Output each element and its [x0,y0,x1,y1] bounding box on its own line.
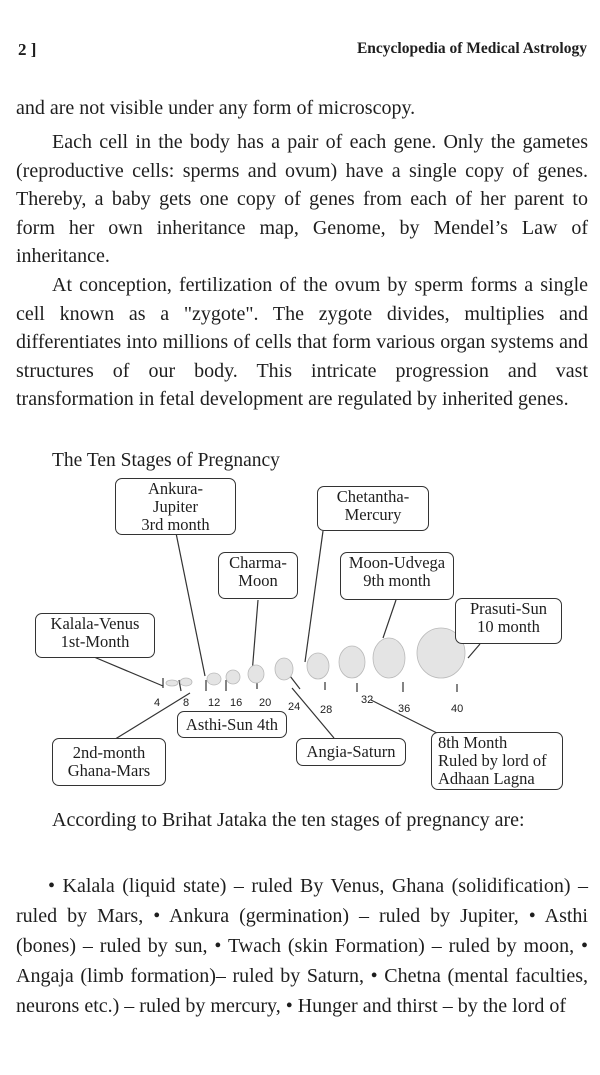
label-line: Ruled by lord of [438,751,547,770]
label-line: Charma- [229,553,287,572]
leader-line [468,644,480,658]
label-line: 1st-Month [60,632,130,651]
paragraph: • Kalala (liquid state) – ruled By Venus, Ghana (solidification) – ruled by Mars, • Ankura (germination) – ruled by Jupiter, • Asthi (bones) – ruled by sun, • Twach (skin Formation) – ruled by moon, • Angaja (limb formation)– ruled by Saturn, • Chetna (mental faculties, neurons etc.) – ruled by mercury, • Hunger and thirst – by the lord of [16,875,588,1017]
pregnancy-stages-diagram [0,470,600,800]
label-asthi-sun [177,711,287,738]
fetus-stage-icon [275,658,293,680]
label-line: Ankura- [148,479,203,498]
fetus-stage-icon [166,680,178,686]
fetus-stage-icon [180,678,192,686]
page-header [18,40,587,66]
fetus-stage-icon [307,653,329,679]
label-chetantha-mercury [317,486,429,531]
leader-line [176,533,205,676]
label-moon-udvega [340,552,454,600]
leader-line [383,600,396,638]
label-angia-saturn [296,738,406,766]
week-tick-label: 24 [288,701,301,713]
fetus-illustrations [166,628,465,686]
label-prasuti-sun [455,598,562,644]
label-line: 3rd month [141,515,210,534]
label-line: 8th Month [438,733,508,752]
leader-line [94,657,163,686]
label-line: Chetantha- [336,487,410,506]
week-tick-label: 32 [361,694,374,706]
fetus-stage-icon [226,670,240,684]
label-line: Prasuti-Sun [469,599,547,618]
label-line: Jupiter [153,497,198,516]
label-line: Ghana-Mars [67,761,151,780]
label-line: Angia-Saturn [306,742,396,761]
week-tick-label: 20 [259,697,272,709]
leader-line [305,531,323,662]
week-tick-label: 12 [208,697,221,709]
fetus-stage-icon [339,646,365,678]
label-line: Moon-Udvega [348,553,446,572]
paragraph: and are not visible under any form of microscopy. [16,97,416,119]
fetus-stage-icon [207,673,221,685]
page-number: 2 ] [18,40,37,59]
label-kalala-venus [35,613,155,658]
label-ghana-mars [52,738,166,786]
week-tick-label: 16 [230,697,243,709]
label-line: Mercury [344,505,402,524]
week-tick-label: 4 [154,697,161,709]
label-line: 2nd-month [72,743,146,762]
label-line: 10 month [477,617,540,636]
label-charma-moon [218,552,298,599]
fetus-stage-icon [373,638,405,678]
figure-caption: The Ten Stages of Pregnancy [52,450,280,471]
paragraph: According to Brihat Jataka the ten stages of pregnancy are: [52,809,525,831]
paragraph: At conception, fertilization of the ovum by sperm forms a single cell known as a "zygote". The zygote divides, multiplies and differentiates into millions of cells that form various organ systems and structures of our body. This intricate progression and vast transformation in fetal development are regulated by inherited genes. [16,274,588,411]
week-tick-label: 28 [320,704,333,716]
label-eighth-month [431,732,563,790]
paragraph: Each cell in the body has a pair of each gene. Only the gametes (reproductive cells: sperms and ovum) have a single copy of genes. Thereby, a baby gets one copy of genes from each of her parent to form her own inheritance map, Genome, by Mendel’s Law of inheritance. [16,131,588,268]
tick-mark [290,676,300,689]
week-tick-label: 8 [183,697,190,709]
fetus-stage-icon [248,665,264,683]
week-tick-label: 36 [398,703,411,715]
label-line: Adhaan Lagna [438,769,535,788]
label-line: Kalala-Venus [50,614,140,633]
label-line: Asthi-Sun 4th [185,715,279,734]
book-title: Encyclopedia of Medical Astrology [356,40,587,57]
week-tick-label: 40 [451,703,464,715]
leader-line [252,600,258,674]
label-ankura-jupiter [115,478,236,535]
label-line: Moon [238,571,278,590]
label-line: 9th month [363,571,431,590]
